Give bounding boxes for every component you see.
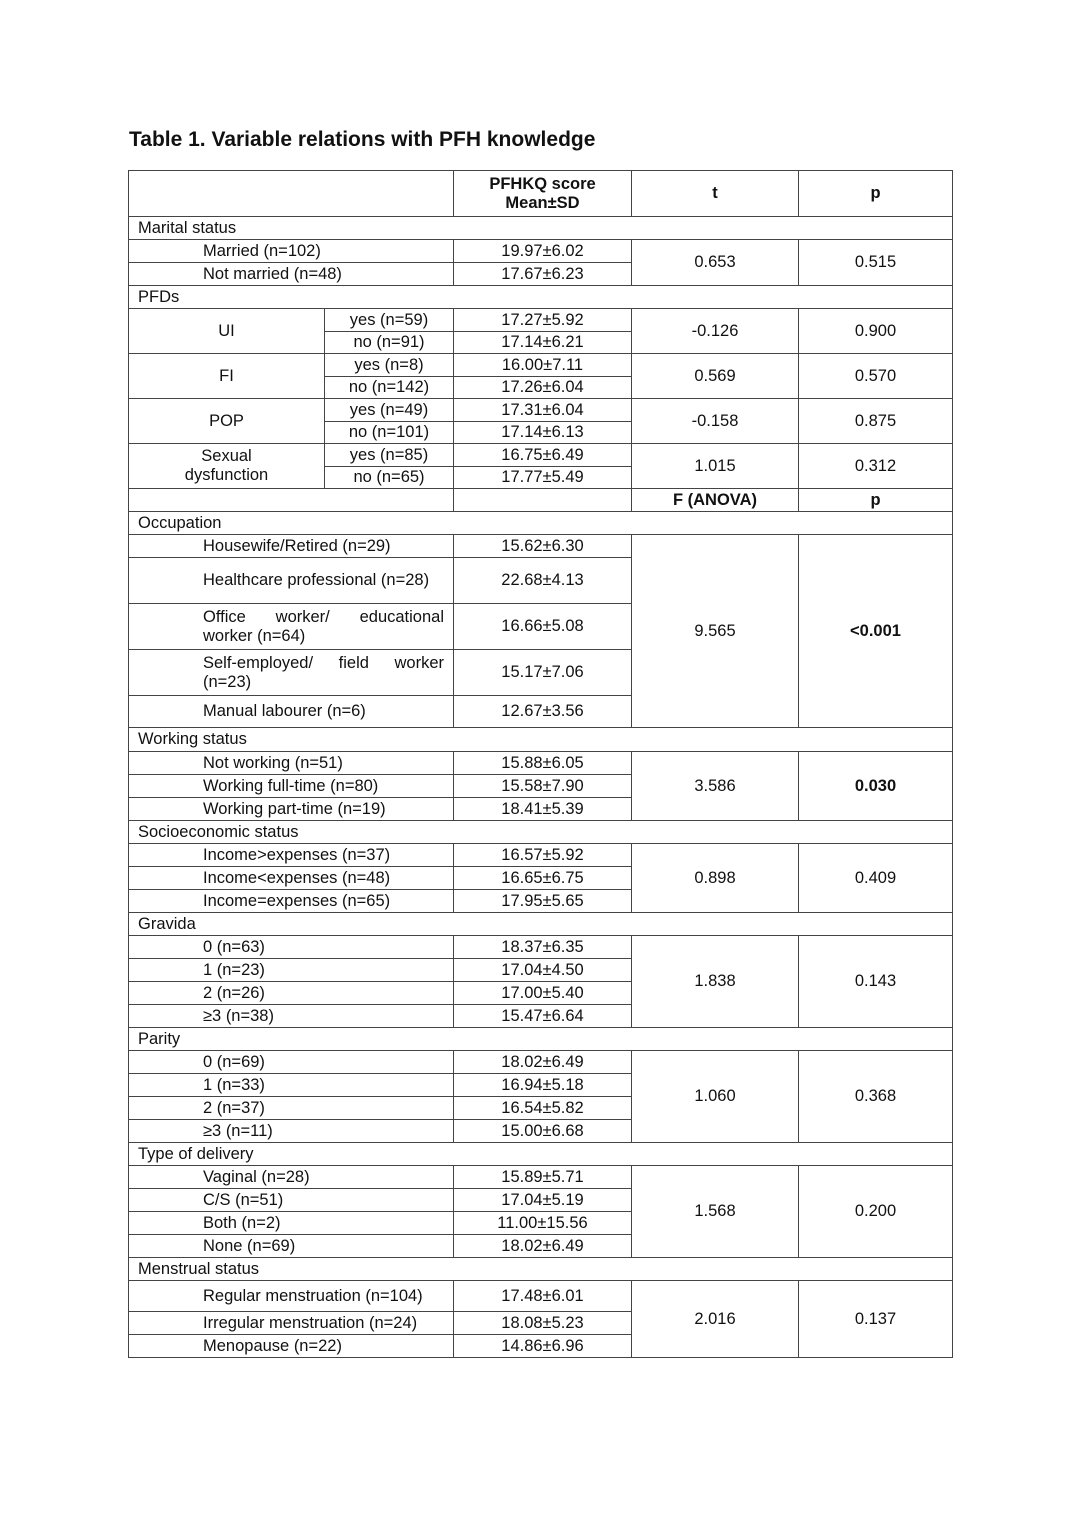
stat-value: 2.016 bbox=[632, 1281, 799, 1358]
row-label: Vaginal (n=28) bbox=[129, 1166, 454, 1189]
row-score: 16.00±7.11 bbox=[454, 354, 632, 377]
stat-value: 3.586 bbox=[632, 752, 799, 821]
table-row bbox=[129, 354, 953, 377]
row-label: Working full-time (n=80) bbox=[129, 775, 454, 798]
section-label: Menstrual status bbox=[129, 1258, 953, 1281]
header-score-line1: PFHKQ score bbox=[489, 174, 596, 193]
header-t: t bbox=[632, 171, 799, 217]
section-row bbox=[129, 1258, 953, 1281]
stat-value: 1.060 bbox=[632, 1051, 799, 1143]
row-score: 22.68±4.13 bbox=[454, 558, 632, 604]
table-row bbox=[129, 844, 953, 867]
pfd-group-label: FI bbox=[129, 354, 325, 399]
row-score: 16.94±5.18 bbox=[454, 1074, 632, 1097]
section-label: Type of delivery bbox=[129, 1143, 953, 1166]
anova-header-row bbox=[129, 489, 953, 512]
row-score: 17.26±6.04 bbox=[454, 377, 632, 399]
row-label: ≥3 (n=11) bbox=[129, 1120, 454, 1143]
table-row bbox=[129, 1281, 953, 1312]
header-p: p bbox=[799, 489, 953, 512]
row-label: Working part-time (n=19) bbox=[129, 798, 454, 821]
row-label: 2 (n=26) bbox=[129, 982, 454, 1005]
table-row bbox=[129, 1051, 953, 1074]
stat-value: 1.015 bbox=[632, 444, 799, 489]
row-score: 15.58±7.90 bbox=[454, 775, 632, 798]
p-value: 0.875 bbox=[799, 399, 953, 444]
row-score: 18.41±5.39 bbox=[454, 798, 632, 821]
row-score: 17.27±5.92 bbox=[454, 309, 632, 332]
stat-value: -0.158 bbox=[632, 399, 799, 444]
table-row bbox=[129, 309, 953, 332]
row-score: 16.65±6.75 bbox=[454, 867, 632, 890]
p-value: 0.900 bbox=[799, 309, 953, 354]
p-value: 0.137 bbox=[799, 1281, 953, 1358]
row-label: ≥3 (n=38) bbox=[129, 1005, 454, 1028]
row-label: None (n=69) bbox=[129, 1235, 454, 1258]
table-row bbox=[129, 936, 953, 959]
section-label: Parity bbox=[129, 1028, 953, 1051]
row-score: 12.67±3.56 bbox=[454, 696, 632, 728]
stat-value: 0.898 bbox=[632, 844, 799, 913]
row-score: 18.02±6.49 bbox=[454, 1235, 632, 1258]
row-score: 17.31±6.04 bbox=[454, 399, 632, 422]
table-row bbox=[129, 535, 953, 558]
anova-header-empty2 bbox=[454, 489, 632, 512]
stat-value: 1.568 bbox=[632, 1166, 799, 1258]
row-label: Manual labourer (n=6) bbox=[129, 696, 454, 728]
row-label: Income>expenses (n=37) bbox=[129, 844, 454, 867]
row-label: Not married (n=48) bbox=[129, 263, 454, 286]
table-row bbox=[129, 444, 953, 467]
row-score: 18.37±6.35 bbox=[454, 936, 632, 959]
row-label: Income=expenses (n=65) bbox=[129, 890, 454, 913]
header-f-anova: F (ANOVA) bbox=[632, 489, 799, 512]
row-score: 15.88±6.05 bbox=[454, 752, 632, 775]
p-value: 0.200 bbox=[799, 1166, 953, 1258]
header-p: p bbox=[799, 171, 953, 217]
row-label: 0 (n=63) bbox=[129, 936, 454, 959]
section-row bbox=[129, 913, 953, 936]
p-value: 0.368 bbox=[799, 1051, 953, 1143]
row-label: 0 (n=69) bbox=[129, 1051, 454, 1074]
table-row bbox=[129, 240, 953, 263]
table-title: Table 1. Variable relations with PFH knowledge bbox=[129, 128, 596, 151]
header-score bbox=[454, 171, 632, 217]
section-row bbox=[129, 512, 953, 535]
p-value: 0.143 bbox=[799, 936, 953, 1028]
row-score: 16.54±5.82 bbox=[454, 1097, 632, 1120]
section-row bbox=[129, 821, 953, 844]
pfd-group-label: UI bbox=[129, 309, 325, 354]
p-value: 0.030 bbox=[799, 752, 953, 821]
row-label: Self-employed/ field worker (n=23) bbox=[129, 650, 454, 696]
header-empty-cell bbox=[129, 171, 454, 217]
row-score: 15.62±6.30 bbox=[454, 535, 632, 558]
section-row bbox=[129, 1143, 953, 1166]
p-value: 0.409 bbox=[799, 844, 953, 913]
row-score: 17.04±5.19 bbox=[454, 1189, 632, 1212]
table-header-row bbox=[129, 171, 953, 217]
pfd-no-label: no (n=65) bbox=[325, 467, 454, 489]
anova-header-empty bbox=[129, 489, 454, 512]
stat-value: 0.653 bbox=[632, 240, 799, 286]
p-value: 0.515 bbox=[799, 240, 953, 286]
row-label: Menopause (n=22) bbox=[129, 1335, 454, 1358]
row-score: 16.75±6.49 bbox=[454, 444, 632, 467]
row-label: Irregular menstruation (n=24) bbox=[129, 1312, 454, 1335]
row-label: 2 (n=37) bbox=[129, 1097, 454, 1120]
header-score-line2: Mean±SD bbox=[505, 193, 580, 212]
stat-value: 9.565 bbox=[632, 535, 799, 728]
results-table bbox=[128, 170, 953, 1358]
pfd-no-label: no (n=101) bbox=[325, 422, 454, 444]
row-score: 15.47±6.64 bbox=[454, 1005, 632, 1028]
row-score: 17.95±5.65 bbox=[454, 890, 632, 913]
pfd-group-label-line1: Sexual bbox=[201, 447, 252, 465]
row-score: 17.67±6.23 bbox=[454, 263, 632, 286]
row-label: Both (n=2) bbox=[129, 1212, 454, 1235]
row-score: 17.14±6.13 bbox=[454, 422, 632, 444]
pfd-no-label: no (n=142) bbox=[325, 377, 454, 399]
section-row bbox=[129, 217, 953, 240]
section-label: Gravida bbox=[129, 913, 953, 936]
p-value: 0.312 bbox=[799, 444, 953, 489]
stat-value: -0.126 bbox=[632, 309, 799, 354]
row-score: 17.48±6.01 bbox=[454, 1281, 632, 1312]
section-label: Working status bbox=[129, 728, 953, 752]
section-row bbox=[129, 1028, 953, 1051]
p-value: 0.570 bbox=[799, 354, 953, 399]
row-label: Married (n=102) bbox=[129, 240, 454, 263]
table-row bbox=[129, 399, 953, 422]
table-row bbox=[129, 752, 953, 775]
stat-value: 1.838 bbox=[632, 936, 799, 1028]
table-row bbox=[129, 1166, 953, 1189]
row-score: 19.97±6.02 bbox=[454, 240, 632, 263]
pfd-yes-label: yes (n=59) bbox=[325, 309, 454, 332]
row-label: Housewife/Retired (n=29) bbox=[129, 535, 454, 558]
row-score: 15.89±5.71 bbox=[454, 1166, 632, 1189]
row-score: 17.04±4.50 bbox=[454, 959, 632, 982]
pfd-group-label: POP bbox=[129, 399, 325, 444]
section-label: Socioeconomic status bbox=[129, 821, 953, 844]
row-score: 17.77±5.49 bbox=[454, 467, 632, 489]
row-label: Income<expenses (n=48) bbox=[129, 867, 454, 890]
row-score: 16.66±5.08 bbox=[454, 604, 632, 650]
row-score: 18.08±5.23 bbox=[454, 1312, 632, 1335]
row-label: Not working (n=51) bbox=[129, 752, 454, 775]
stat-value: 0.569 bbox=[632, 354, 799, 399]
row-score: 18.02±6.49 bbox=[454, 1051, 632, 1074]
pfd-group-label-line2: dysfunction bbox=[184, 466, 269, 484]
row-score: 16.57±5.92 bbox=[454, 844, 632, 867]
row-label: 1 (n=23) bbox=[129, 959, 454, 982]
row-label: C/S (n=51) bbox=[129, 1189, 454, 1212]
pfd-no-label: no (n=91) bbox=[325, 332, 454, 354]
row-score: 17.00±5.40 bbox=[454, 982, 632, 1005]
section-label: Marital status bbox=[129, 217, 953, 240]
row-score: 14.86±6.96 bbox=[454, 1335, 632, 1358]
section-row bbox=[129, 728, 953, 752]
pfd-yes-label: yes (n=49) bbox=[325, 399, 454, 422]
row-score: 15.17±7.06 bbox=[454, 650, 632, 696]
pfd-yes-label: yes (n=8) bbox=[325, 354, 454, 377]
pfd-group-label bbox=[129, 444, 325, 489]
row-label: Healthcare professional (n=28) bbox=[129, 558, 454, 604]
section-label: PFDs bbox=[129, 286, 953, 309]
section-label: Occupation bbox=[129, 512, 953, 535]
p-value: <0.001 bbox=[799, 535, 953, 728]
row-score: 11.00±15.56 bbox=[454, 1212, 632, 1235]
row-label: Regular menstruation (n=104) bbox=[129, 1281, 454, 1312]
row-score: 17.14±6.21 bbox=[454, 332, 632, 354]
row-score: 15.00±6.68 bbox=[454, 1120, 632, 1143]
section-row bbox=[129, 286, 953, 309]
pfd-yes-label: yes (n=85) bbox=[325, 444, 454, 467]
row-label: Office worker/ educational worker (n=64) bbox=[129, 604, 454, 650]
row-label: 1 (n=33) bbox=[129, 1074, 454, 1097]
